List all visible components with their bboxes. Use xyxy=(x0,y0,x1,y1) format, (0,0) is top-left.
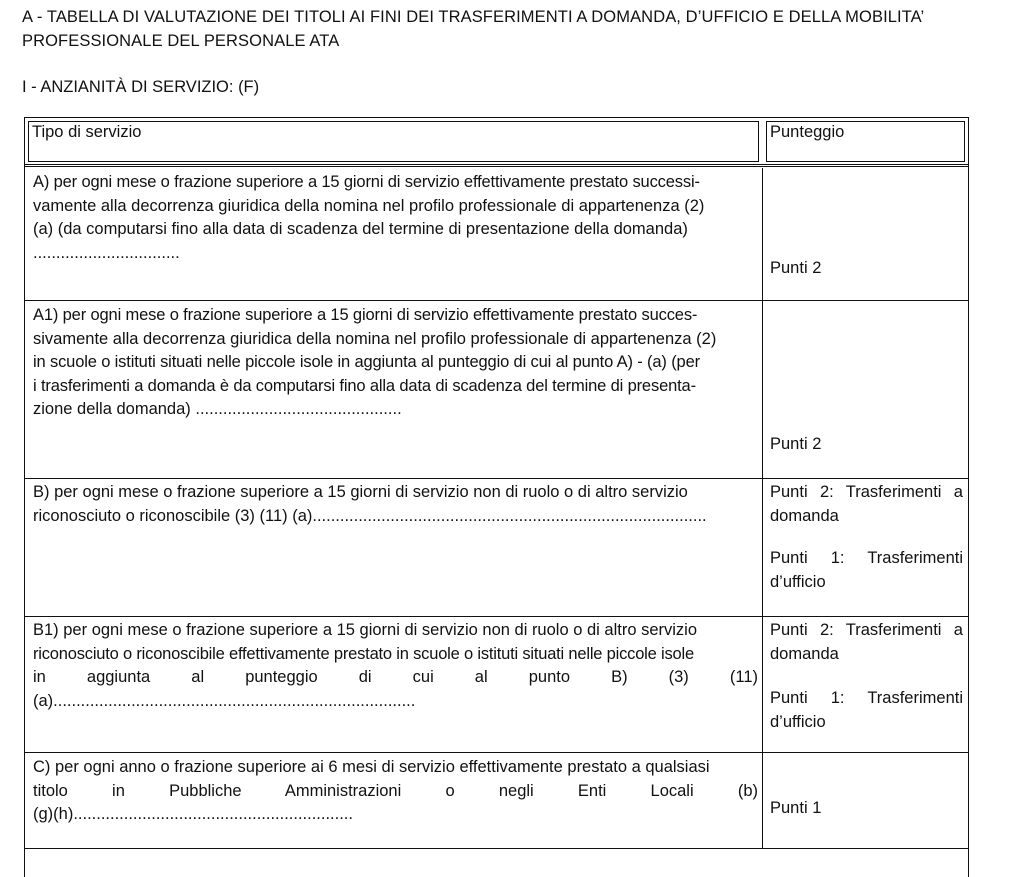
row-text-line: i trasferimenti a domanda è da computarsi fino alla data di scadenza del termine di presenta- xyxy=(33,376,696,395)
row-text-line: vamente alla decorrenza giuridica della nomina nel profilo professionale di appartenenza (2) xyxy=(33,196,705,215)
column-divider xyxy=(762,168,763,300)
score-line: Punti 2: Trasferimenti a xyxy=(770,621,963,639)
row-text-line: riconosciuto o riconoscibile effettivamente prestato in scuole o istituti situati nelle piccole isole xyxy=(33,644,694,663)
row-text-line: in scuole o istituti situati nelle piccole isole in aggiunta al punteggio di cui al punto A) - (a) (per xyxy=(33,353,700,371)
row-text-line: C) per ogni anno o frazione superiore ai 6 mesi di servizio effettivamente prestato a qualsiasi xyxy=(33,758,710,776)
row-text-line: sivamente alla decorrenza giuridica della nomina nel profilo professionale di appartenenza (2) xyxy=(33,329,717,348)
row-text-line: B1) per ogni mese o frazione superiore a 15 giorni di servizio non di ruolo o di altro servizio xyxy=(33,621,698,639)
section-heading: I - ANZIANITÀ DI SERVIZIO: (F) xyxy=(22,78,260,96)
score-line: d’ufficio xyxy=(770,572,826,591)
row-description xyxy=(33,619,758,713)
row-description xyxy=(33,756,758,827)
column-divider xyxy=(762,301,763,478)
row-text-line: A) per ogni mese o frazione superiore a 15 giorni di servizio effettivamente prestato successi- xyxy=(33,173,700,191)
row-text-line: A1) per ogni mese o frazione superiore a 15 giorni di servizio effettivamente prestato succes- xyxy=(33,306,698,324)
table-row xyxy=(25,753,968,849)
row-text-line: ................................ xyxy=(33,243,180,262)
row-score: Punti 1 xyxy=(770,799,822,817)
score-line: domanda xyxy=(770,506,839,525)
score-line: d’ufficio xyxy=(770,712,826,731)
row-text-line: zione della domanda) ............................................. xyxy=(33,400,402,418)
row-text-line: (g)(h)............................................................. xyxy=(33,805,353,823)
table-row xyxy=(25,479,968,617)
row-text-line: titolo in Pubbliche Amministrazioni o negli Enti Locali (b) xyxy=(33,781,758,800)
row-text-line: in aggiunta al punteggio di cui al punto B) (3) (11) xyxy=(33,668,758,686)
document-title: A - TABELLA DI VALUTAZIONE DEI TITOLI AI FINI DEI TRASFERIMENTI A DOMANDA, D’UFFICIO E DELLA MOBILITA’ PROFESSIONALE DEL PERSONALE ATA xyxy=(22,8,924,50)
score-line: domanda xyxy=(770,644,839,663)
column-divider xyxy=(762,753,763,848)
row-text-line: riconosciuto o riconoscibile (3) (11) (a)...................................................................................... xyxy=(33,506,707,525)
score-line: Punti 1: Trasferimenti xyxy=(770,549,963,567)
row-description xyxy=(33,171,758,265)
table-header-row xyxy=(25,118,968,167)
header-score-label: Punteggio xyxy=(770,123,845,141)
row-score xyxy=(770,481,963,594)
row-score: Punti 2 xyxy=(770,259,822,277)
row-text-line: B) per ogni mese o frazione superiore a 15 giorni di servizio non di ruolo o di altro servizio xyxy=(33,483,688,501)
column-divider xyxy=(762,617,763,752)
table-row xyxy=(25,168,968,301)
valuation-table xyxy=(24,117,969,877)
row-text-line: (a) (da computarsi fino alla data di scadenza del termine di presentazione della domanda) xyxy=(33,220,688,238)
table-row xyxy=(25,301,968,479)
column-divider xyxy=(762,479,763,616)
score-line: Punti 1: Trasferimenti xyxy=(770,689,963,707)
table-row xyxy=(25,617,968,753)
row-description xyxy=(33,304,758,422)
row-description xyxy=(33,481,758,528)
row-text-line: (a)............................................................................... xyxy=(33,691,416,710)
score-line: Punti 2: Trasferimenti a xyxy=(770,483,963,501)
row-score xyxy=(770,619,963,734)
row-score: Punti 2 xyxy=(770,435,822,453)
header-type-label: Tipo di servizio xyxy=(32,123,142,141)
